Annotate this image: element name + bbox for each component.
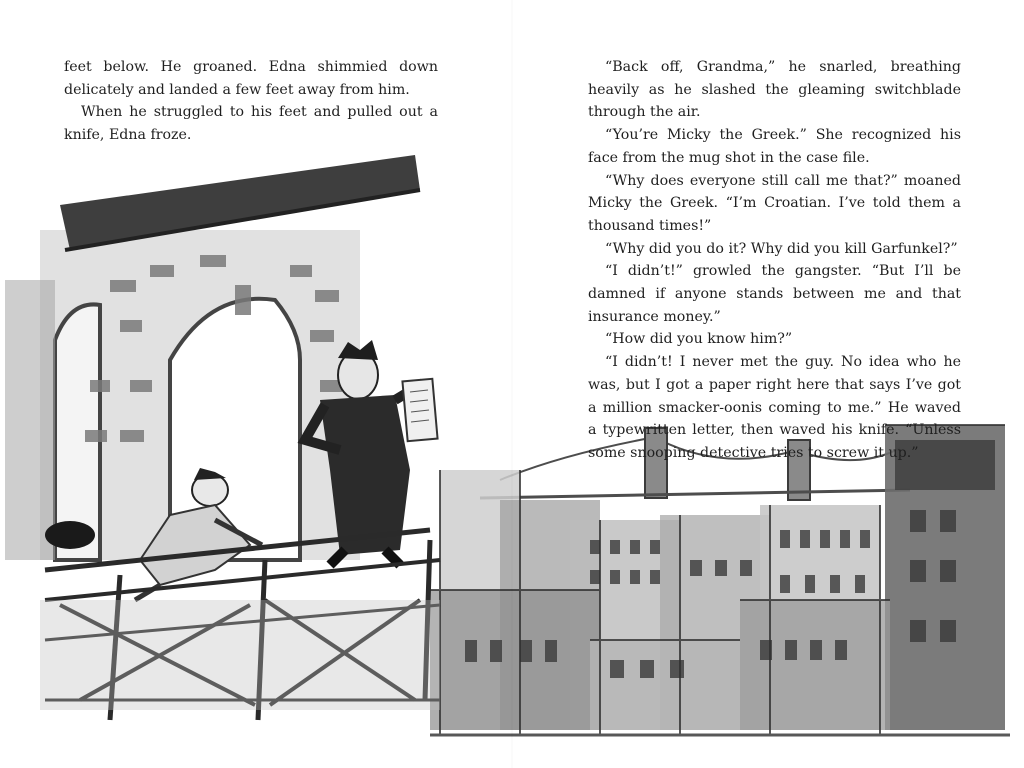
right-page-text xyxy=(588,56,961,465)
page-gutter xyxy=(511,0,513,768)
right-paragraph-3: “Why does everyone still call me that?” moaned Micky the Greek. “I’m Croatian. I’ve told them a thousand times!” xyxy=(588,172,961,234)
right-paragraph-2: “You’re Micky the Greek.” She recognized his face from the mug shot in the case file. xyxy=(588,127,961,166)
left-paragraph-2: When he struggled to his feet and pulled out a knife, Edna froze. xyxy=(64,104,438,144)
city-background xyxy=(430,425,1010,735)
left-paragraph-1: feet below. He groaned. Edna shimmied down delicately and landed a few feet away from him. xyxy=(64,59,438,98)
right-paragraph-5: “I didn’t!” growled the gangster. “But I’ll be damned if anyone stands between me and that insurance money.” xyxy=(588,263,961,325)
left-page-text xyxy=(64,56,438,147)
right-paragraph-6: “How did you know him?” xyxy=(605,331,793,348)
right-paragraph-4: “Why did you do it? Why did you kill Garfunkel?” xyxy=(605,240,958,257)
right-paragraph-7: “I didn’t! I never met the guy. No idea who he was, but I got a paper right here that says I’ve got a million smacker-oonis coming to me.” He waved a typewritten letter, then waved his knife. “Unless some snooping detective tries to screw it up.” xyxy=(588,354,961,461)
right-paragraph-1: “Back off, Grandma,” he snarled, breathing heavily as he slashed the gleaming switchblade through the air. xyxy=(588,59,961,121)
